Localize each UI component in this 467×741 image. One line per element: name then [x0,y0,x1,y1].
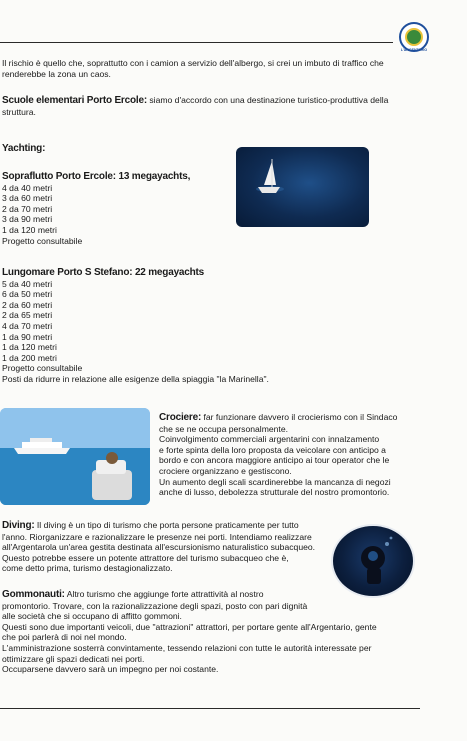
sailboat-photo [236,147,369,227]
gommonauti-heading: Gommonauti: [2,589,65,600]
yacht-list-item: 2 da 65 metri [2,310,53,321]
gommonauti-text: ottimizzare gli spazi dedicati nei porti. [2,653,145,664]
intro-line: renderebbe la zona un caos. [2,68,111,79]
marinella-note: Posti da ridurre in relazione alle esigenze della spiaggia "la Marinella". [2,373,269,384]
footer-rule [0,708,420,709]
gommonauti-text: che poi parlerà di noi nel mondo. [2,632,127,643]
intro-paragraph [2,58,384,79]
gommonauti-text: Altro turismo che aggiunge forte attrattività al nostro [64,589,264,599]
crociere-text: bordo e con ancora maggiore anticipo ai tour operator che le [159,455,390,466]
yacht-list-item: 1 da 120 metri [2,224,57,235]
yacht-list-item: 3 da 60 metri [2,193,53,204]
crociere-text: che se ne occupa personalmente. [159,423,288,434]
crociere-text: Un aumento degli scali scardinerebbe la mancanza di negozi [159,476,391,487]
scuole-text: siamo d'accordo con una destinazione turistico-produttiva della [146,95,389,105]
yacht-list-item: 6 da 50 metri [2,289,53,300]
porto-ercole-block [2,172,190,246]
yacht-list-item: 1 da 200 metri [2,352,57,363]
crociere-text: far funzionare davvero il crocierismo con il Sindaco [201,412,398,422]
project-note: Progetto consultabile [2,363,83,374]
diving-text: all'Argentarola un'area gestita destinata all'escursionismo naturalistico subacqueo. [2,542,316,553]
gommonauti-text: promontorio. Trovare, con la razionalizzazione degli spazi, posto con pari dignità [2,600,308,611]
gommonauti-text: L'amministrazione sosterrà convintamente, tessendo relazioni con tutte le autorità interessate per [2,642,372,653]
yacht-list-item: 3 da 90 metri [2,214,53,225]
yacht-list-item: 2 da 70 metri [2,203,53,214]
diving-text: Questo potrebbe essere un potente attrattore del turismo subacqueo che è, [2,552,289,563]
crociere-text: crociere organizzano e gestiscono. [159,465,292,476]
gommonauti-text: alle società che si occupano di affitto gommoni. [2,611,182,622]
yacht-list-item: 1 da 120 metri [2,342,57,353]
header-rule [0,42,393,43]
santo-stefano-block [2,268,269,385]
crociere-text: anche di lusso, debolezza strutturale del nostro promontorio. [159,487,390,498]
diving-heading: Diving: [2,520,35,531]
santo-stefano-heading: Lungomare Porto S Stefano: 22 megayachts [2,267,205,278]
porto-ercole-heading: Sopraflutto Porto Ercole: 13 megayachts, [2,171,191,182]
diving-text: l'anno. Riorganizzare e razionalizzare le presenze nei porti. Intendiamo realizzare [2,531,312,542]
diving-text: Il diving è un tipo di turismo che porta persone praticamente per tutto [34,520,299,530]
intro-line: Il rischio è quello che, soprattutto con i camion a servizio dell'albergo, si crei un imbuto di traffico che [2,58,384,68]
gommonauti-text: Questi sono due importanti veicoli, due "attrazioni" attrattori, per portare gente all'Argentario, gente [2,621,377,632]
cruise-ship-photo [0,408,150,505]
yacht-list-item: 4 da 40 metri [2,182,53,193]
gommonauti-text: Occuparsene davvero sarà un impegno per noi costante. [2,664,219,675]
crociere-heading: Crociere: [159,412,202,423]
yacht-list-item: 5 da 40 metri [2,278,53,289]
yacht-list-item: 2 da 60 metri [2,299,53,310]
crociere-paragraph [159,412,397,498]
crociere-text: Coinvolgimento commerciali argentarini con innalzamento [159,434,380,445]
scuba-diver-photo [331,524,415,598]
yachting-heading: Yachting: [2,143,46,154]
diving-paragraph [2,520,315,574]
crociere-text: e forte spinta della loro proposta da veicolare con anticipo a [159,444,386,455]
logo-caption: L'ARGENTARIO [400,48,428,52]
yacht-list-item: 4 da 70 metri [2,320,53,331]
scuole-heading: Scuole elementari Porto Ercole: [2,95,147,106]
scuole-text: struttura. [2,106,36,117]
diving-text: come detto prima, turismo destagionalizzato. [2,563,173,574]
project-note: Progetto consultabile [2,235,83,246]
yacht-list-item: 1 da 90 metri [2,331,53,342]
gommonauti-paragraph [2,589,377,675]
scuole-paragraph [2,95,388,117]
